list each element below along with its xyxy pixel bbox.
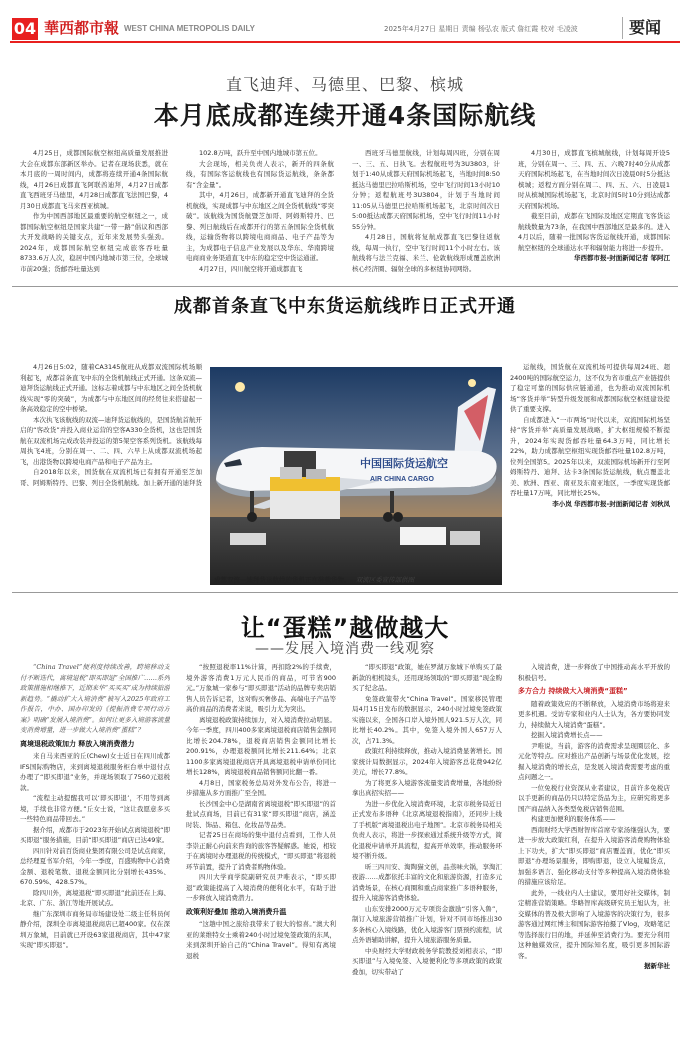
- paragraph: 4月25日，成都国际航空枢纽高质量发展推进大会在成都东部新区举办。记者在现场获悉，就在本月底的一周时间内，成都将连续开通4条国际航线，4月26日成都直飞阿联酋迪拜，4月27日成都直飞西班牙马德里，4月28日成都直飞法国巴黎，4月30日成都直飞马来西亚槟城。: [20, 149, 168, 210]
- paragraph: 自2018年以来，国货航在双流机场已有拥有开通至芝加哥、阿姆斯特丹、巴黎、列日全货机航线。加上新开通的迪拜货: [20, 468, 202, 487]
- byline: 据新华社: [644, 962, 670, 970]
- paragraph: 一位免税行业资深从业者建议，目前许多免税店以手更新的商品仍只以特定货品为主，应研究将更多国产商品纳入各类型免税店销售范围。: [518, 783, 670, 813]
- paragraph: 政策红利持续释放，推动入境消费显著增长。国家统计局数据显示，2024年入境游客总花费942亿美元，增长77.8%。: [352, 747, 502, 776]
- cargo-plane-photo: [210, 367, 502, 585]
- paragraph: 西南财经大学西财智库首席专家汤继强认为，要进一步放大政策红利，在提升入境游客消费购物体验上下功夫，扩大“即买即退”商店覆盖面，优化“即买即退”办理场景服务，即购即退，设立入境履货点，加强多语言、强化移动支付等多种提高入境消费体验的措施应该给足。: [518, 825, 670, 886]
- paragraph: 4月28日，国航将复航成都直飞巴黎往返航线，每周一执行，空中飞行时间11个小时左右。该航线将与法兰克福、米兰、伦敦航线形成覆盖欧洲核心经济圈、辐射全球的多枢纽协同网络。: [352, 233, 500, 273]
- paragraph: 继广东深圳市商务局市场建设处二级主任科员何静介绍，深圳全市离境退税商店已超400家。仅在深圳万象城，目前就已开设63家退税商店，其中47家实现“即买即退”。: [20, 909, 170, 949]
- airline-livery-english: AIR CHINA CARGO: [370, 476, 434, 483]
- paragraph: 其中，4月26日，成都新开通直飞迪拜的全货机航线，实现成都与中东地区之间全货机航线“零突破”。该航线为国货航暨芝加哥、阿姆斯特丹、巴黎、列日航线后在成都开行的第五条国际全货机航线，运输货物将以跨境电商商品、电子产品等为主，为成都电子信息产业发展以及华东、华南跨境电商商业务渠道直飞中东的稳定空中货运通道。: [186, 191, 334, 262]
- story3-column-1: [20, 662, 170, 1042]
- story2-headline: 成都首条直飞中东货运航线昨日正式开通: [174, 296, 516, 317]
- page-header: [0, 0, 690, 40]
- story-divider: [12, 286, 678, 287]
- paragraph: 4月8日，国家税务总局对外发布公告，将进一步措施从多方面推广至全国。: [186, 778, 336, 797]
- story3-column-2: [186, 662, 336, 1042]
- section-subhead: 离境退税政策加力 释放入境消费潜力: [20, 739, 135, 748]
- paragraph: “即买即退”政策，她在罗湖万象城下单购买了最新款的相机镜头，还用现场领取的“即买即退”现金购买了纪念品。: [352, 663, 502, 692]
- paragraph: 四川大学商学院副研究员尹唯表示，“即买即退”政策能提高了入境消费的便利化水平，有助于进一步释放入境消费潜力。: [186, 873, 336, 902]
- story2-column-4: [510, 362, 670, 588]
- story1-column-3: [352, 148, 500, 284]
- paragraph: “流程主动提醒我可以‘即买即退’，不用等到离境，手续也非常方便。”丘女士说，“这让我愿意多买一些特色商品带回去。”: [20, 794, 170, 823]
- section-subhead: 政策利好叠加 推动入境消费升温: [186, 907, 287, 916]
- story1-column-2: [186, 148, 334, 284]
- story1-column-1: [20, 148, 168, 284]
- newspaper-logo-en: WEST CHINA METROPOLIS DAILY: [124, 24, 255, 33]
- paragraph: “这趟中国之旅给我带来了很大的惊喜。”澳大利亚的莱维特女士乘着240小时过境免签政策的东风，来到深圳开始自己的“China Travel”。得知有离境退税: [186, 920, 336, 960]
- paragraph: 免签政策带火“China Travel”。国家移民管理局4月15日发布的数据显示，240小时过境免签政策实施以来，全国各口岸入境外国人921.5万人次，同比增长40.2%。其中，免签入境外国人657万人次，占71.3%。: [352, 694, 502, 745]
- story3-subhead: ——发展入境消费一线观察: [255, 641, 435, 657]
- paragraph: 据介绍，成都市于2023年开始试点离境退税“即买即退”服务措施，目前“即买即退”商店已达49家。: [20, 825, 170, 844]
- newspaper-logo: 華西都市報: [44, 19, 120, 37]
- paragraph: 大会现场，相关负责人表示，新开的四条航线，有国际客运航线也有国际货运航线，条条都有“含金量”。: [186, 159, 334, 189]
- paragraph: 除四川外，离境退税“即买即退”此前还在上海、北京、广东、浙江等地开展试点。: [20, 888, 170, 907]
- paragraph: 4月30日，成都直飞槟城航线，计划每周开设5班，分别在周一、三、四、五、六晚7时40分从成都天府国际机场起飞，在当地时间次日凌晨0时5分抵达槟城；返程方面分别在周二、四、五、六、日凌晨1时从槟城国际机场起飞，北京时间5时10分到达成都天府国际机场。: [518, 149, 670, 210]
- paragraph: 挖掘入境消费增长点——: [531, 731, 603, 739]
- airline-livery-text: 中国国际货运航空: [360, 457, 448, 470]
- paragraph: “按照退税率11%计算，再扣除2%的手续费，境外游客消费1万元人民币的商品，可节省900元。”万象城一家参与“即买即退”活动的品牌专卖店销售人员告诉记者，这对购买奢侈品、高端电子产品等高价商品的消费者来说，吸引力尤为突出。: [186, 663, 336, 713]
- header-divider: [10, 41, 680, 43]
- paragraph: 尹唯说，当前，游客的消费需求呈现圈层化、多元化等特点。应对推出产品创新与场景优化发展，挖掘入境消费的增长点，是发展入境消费需要考虑的重点问题之一。: [518, 741, 670, 781]
- paragraph: 102.8万吨，跃升至中国内地城市第五位。: [199, 149, 322, 157]
- story1-kicker: 直飞迪拜、马德里、巴黎、槟城: [225, 75, 464, 94]
- paragraph: 西班牙马德里航线，计划每周四班，分别在周一、三、五、日执飞。去程航班号为3U3803，计划于1:40从成都天府国际机场起飞，当地时间8:50抵达马德里巴拉哈斯机场，空中飞行时间13小时10分钟；返程航班号3U3804，计划于当地时间11:05从马德里巴拉哈斯机场起飞，北京时间次日5:00抵达成都天府国际机场，空中飞行时间11小时55分钟。: [352, 149, 500, 231]
- paragraph: 自成都进入“一市两场”时代以来，双流国际机场坚持“客货并举”高质量发展战略，扩大枢纽规模不断提升，2024年实现货邮吞吐量64.3万吨，同比增长22%，助力成都航空枢纽实现货邮吞吐量102.8万吨，位列全国第5。2025年以来，双流国际机场新开行至阿姆斯特丹、迪拜、达卡3条国际货运航线，航点覆盖北美、欧洲、西亚、南亚及东南亚地区，一季度实现货邮吞吐量17万吨，同比增长25%。: [510, 415, 670, 497]
- paragraph: 运航线，国货航在双流机场可提供每周24班、超2400吨的国际航空运力，这不仅为省市重点产业链提供了稳定可靠的国际供应链通道，也为推动双流国际机场“客货并举”转型升级发展和成都国际航空枢纽建设提供了重要支撑。: [510, 363, 670, 413]
- story1-column-4: [518, 148, 670, 284]
- story3-column-3: [352, 662, 502, 1042]
- paragraph: 离境退税政策持续加力，对入境消费拉动明显。今年一季度，四川400多家离境退税商店销售金额同比增长204.78%，退税商店销售金额同比增长200.91%，办理退税额同比增长211.64%；北京1100多家离境退税商店开具离境退税申请单份同比增长128%，离境退税商品销售额同比翻一番。: [186, 715, 336, 776]
- paragraph: 来自马来西亚的丘(Chew)女士近日在四川成都IFS国际购物店，来到离境退税服务柜台单中退付点办理了“即买即退”业务，并现场领取了7560元退税款。: [20, 752, 170, 792]
- section-label: 要闻: [622, 17, 661, 39]
- paragraph: 中央财经大学财政税务学院教授刘相表示，“即买即退”与入境免签、入境便利化等多项政策的政策叠加，切实带动了: [352, 946, 502, 976]
- paragraph: 随着政策效应的不断释放，入境消费市场将迎来更多机遇。受访专家和业内人士认为，各方要协同发力，持续做大入境消费“蛋糕”。: [518, 699, 670, 729]
- story2-column-1: [20, 362, 202, 588]
- photo-caption: [214, 576, 504, 585]
- photo-source: 双流区委宣传部供图: [355, 576, 415, 584]
- story3-headline: 让“蛋糕”越做越大: [240, 614, 450, 642]
- issue-meta: 2025年4月27日 星期日 责编 杨弘农 版式 詹红霞 校对 毛凌波: [384, 25, 578, 33]
- paragraph: 为了将更多入境游客流量变消费增量，各地纷纷拿出真招实招——: [352, 778, 502, 797]
- lead-paragraph: “China Travel”便利度持续改善，跨境移动支付不断迭代，离境退税“即买即退”全国推广……系列政策措施相继推下，近期来华“买买买”成为持续旅游新趋势。“撬动扩大入境消费”被写入2025年政府工作报告，中办、国办印发的《提振消费专项行动方案》明确“发展入境消费”。如何让更多入境游客流量变消费增量，进一步做大入境消费“蛋糕”？: [20, 663, 170, 734]
- byline: 华西都市报-封面新闻记者 邹阿江: [574, 254, 670, 262]
- story1-headline: 本月底成都连续开通4条国际航线: [153, 101, 537, 130]
- page-number: 04: [13, 19, 37, 38]
- paragraph: 作为中国西部地区最重要的航空枢纽之一，成都国际航空枢纽是国家共建“一带一路”倡议和西部大开发战略的关键支点，近年来发展势头强劲。2024年，成都国际航空枢纽完成旅客吞吐量8733.6万人次，稳居中国内地城市第三位，全球城市前20强；货邮吞吐量达到: [20, 212, 168, 273]
- paragraph: 入境消费，进一步释放了中国推动高水平开放的积极信号。: [518, 663, 670, 682]
- paragraph: 长沙国金中心是湖南省离境退税“即买即退”的首批试点商场，目前已有31家“即买即退”商店，涵盖时装、饰品、箱包、化妆品等品类。: [186, 799, 336, 829]
- paragraph: 截至目前，成都在飞国际及地区定期直飞客货运航线数量为73条，在我国中西部地区是最多的。进入4月以后，随着一批国际客货运航线开通，成都国际航空枢纽的全球通达水平和辐射能力将进一步提升。: [518, 212, 670, 252]
- paragraph: 构建更加便利的服务体系——: [531, 815, 616, 823]
- paragraph: 山东安排2000万元专项资金激励“引客入鲁”，制订入境旅游营销推广计划，针对不同市场推出30多条核心入境线路，优化入境游客门票预约流程，试点外语辅助讲解，提升入境旅游服务质量。: [352, 904, 502, 944]
- story-divider: [12, 592, 678, 593]
- paragraph: 为进一步优化入境消费环境，北京市税务局近日正式发布多语种《北京离境退税指南》，还同步上线了手机版“离境退税出电子地图”。北京市税务局相关负责人表示，将进一步探索通过系统升级等方式，简化退税申请单开具流程，提高开单效率，推动服务环境不断升级。: [352, 799, 502, 860]
- paragraph: 四川针对前百货商业集团有限公司是试点商家，总经理夏书军介绍，今年一季度，百盛购物中心消费金额、退税笔数、退税金额同比分别增长435%、670.59%、428.57%。: [20, 846, 170, 886]
- paragraph: 昕三四川安、淘陶猫文创，品蒸味火锅，享淘汇夜游……成都依托丰富的文化和旅游资源，打造多元消费场景，在核心商圈和重点商家推广多语种服务，提升入境游客消费体验。: [352, 862, 502, 902]
- paragraph: 本次执飞该航线的双流—迪拜货运航线的，是国货航首航开启的“客改货”并投入商业运营的空客A330全货机，这也是国货航在双流机场完成改装并投运的第5架空客系列货机。该航线每周执飞4班，分别在周一、二、四、六早上从成都双流机场起飞，出港货物以跨境电商产品和电子产品为主。: [20, 415, 202, 466]
- paragraph: 记者25日在商场的集中退付点看到，工作人员李崇正耐心向前来咨询的旅客答疑解惑。她说，相较于在离境时办理退税的传统模式，“即买即退”将退税环节前置，提升了消费者购物体验。: [186, 831, 336, 871]
- paragraph: 此外，一线业内人士建议，要用好社交媒体，制定精准营销策略。华略智库高级研究员王旭认为，社交媒体的普及极大影响了入境游客的决策行为，很多游客通过网红博主和国际游客拍摄了Vlog，攻略笔记等选择旅行目的地，并延伸至消费行为。要充分利用这种触媒效应，提升国际知名度，吸引更多国际游客。: [518, 888, 670, 960]
- section-subhead: 多方合力 持续做大入境消费“蛋糕”: [518, 687, 628, 695]
- photo-caption-text: 成都双流—迪拜货运航线的货机正在装载货物。: [214, 576, 351, 584]
- byline: 李小岚 华西都市报-封面新闻记者 刘秋凤: [552, 499, 670, 508]
- paragraph: 4月27日，四川航空将开通成都直飞: [199, 264, 303, 273]
- paragraph: 4月26日5:02，随着CA3145航班从成都双流国际机场顺利起飞，成都首条直飞中东的全货机航线正式开通。这条双流—迪拜货运航线正式开通。这标志着成都与中东地区之间全货机航线实现“零的突破”，为成都与中东地区间的经贸往来搭建起一条高效稳定的空中桥梁。: [20, 363, 202, 413]
- story3-column-4: [518, 662, 670, 1042]
